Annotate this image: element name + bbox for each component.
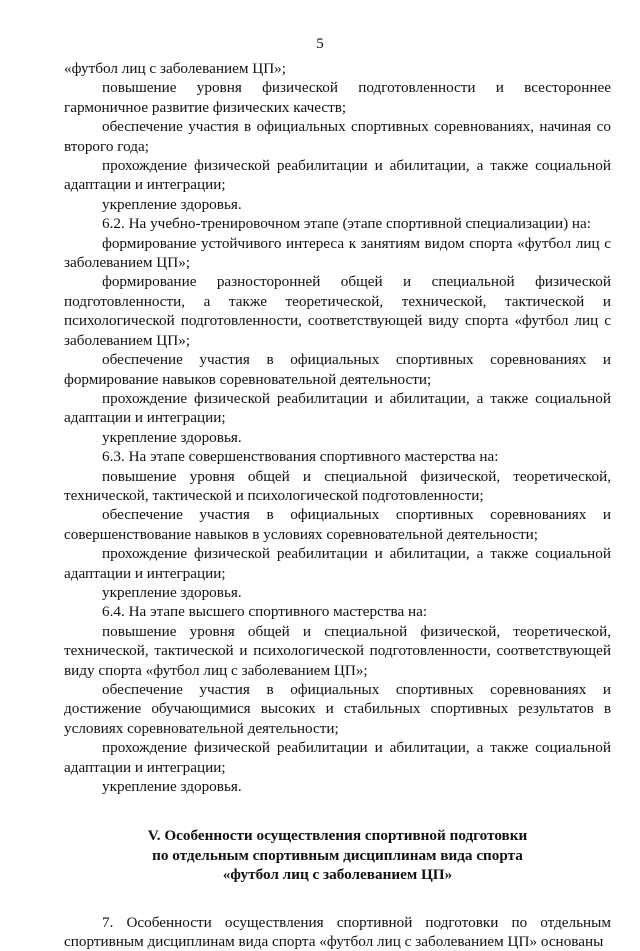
- paragraph: формирование разносторонней общей и специальной физической подготовленности, а также теоретической, технической, тактической и психологической подготовленности, соответствующей виду спорта «футбол лиц с заболеванием ЦП»;: [64, 273, 611, 349]
- section-heading-line: «футбол лиц с заболеванием ЦП»: [222, 866, 453, 884]
- paragraph: повышение уровня общей и специальной физической, теоретической, технической, тактической и психологической подготовленности, соответствующей виду спорта «футбол лиц с заболеванием ЦП»;: [64, 622, 611, 679]
- paragraph: «футбол лиц с заболеванием ЦП»;: [64, 60, 286, 77]
- paragraph: обеспечение участия в официальных спортивных соревнованиях и достижение обучающимися высоких и стабильных спортивных результатов в условиях соревновательной деятельности;: [64, 681, 611, 737]
- paragraph: прохождение физической реабилитации и абилитации, а также социальной адаптации и интеграции;: [64, 545, 611, 582]
- paragraph: 6.3. На этапе совершенствования спортивного мастерства на:: [102, 448, 499, 466]
- paragraph: укрепление здоровья.: [102, 583, 242, 601]
- paragraph: 6.4. На этапе высшего спортивного мастерства на:: [102, 603, 428, 621]
- section-heading: [64, 826, 611, 884]
- paragraph: обеспечение участия в официальных спортивных соревнованиях и формирование навыков соревновательной деятельности;: [64, 351, 611, 388]
- section-heading-line: V. Особенности осуществления спортивной подготовки: [147, 827, 528, 845]
- paragraph: формирование устойчивого интереса к занятиям видом спорта «футбол лиц с заболеванием ЦП»;: [64, 234, 611, 272]
- paragraph: укрепление здоровья.: [102, 428, 242, 446]
- paragraph: 7. Особенности осуществления спортивной подготовки по отдельным спортивным дисциплинам вида спорта «футбол лиц с заболеванием ЦП» основаны: [64, 913, 611, 951]
- body-text: [64, 59, 611, 951]
- paragraph: прохождение физической реабилитации и абилитации, а также социальной адаптации и интеграции;: [64, 739, 611, 776]
- page-number: 5: [316, 36, 324, 52]
- paragraph: обеспечение участия в официальных спортивных соревнованиях и совершенствование навыков в условиях соревновательной деятельности;: [64, 506, 611, 543]
- paragraph: прохождение физической реабилитации и абилитации, а также социальной адаптации и интеграции;: [64, 389, 611, 427]
- paragraph: прохождение физической реабилитации и абилитации, а также социальной адаптации и интеграции;: [64, 157, 611, 194]
- paragraphs-after-heading: [64, 913, 611, 951]
- section-heading-line: по отдельным спортивным дисциплинам вида спорта: [152, 846, 523, 864]
- paragraph: повышение уровня физической подготовленности и всестороннее гармоничное развитие физических качеств;: [64, 79, 611, 116]
- paragraphs-before-heading: [64, 59, 611, 796]
- paragraph: укрепление здоровья.: [102, 778, 242, 796]
- paragraph: укрепление здоровья.: [102, 195, 242, 213]
- paragraph: 6.2. На учебно-тренировочном этапе (этапе спортивной специализации) на:: [102, 215, 592, 233]
- paragraph: обеспечение участия в официальных спортивных соревнованиях, начиная со второго года;: [64, 118, 611, 155]
- paragraph: повышение уровня общей и специальной физической, теоретической, технической, тактической и психологической подготовленности;: [64, 467, 611, 504]
